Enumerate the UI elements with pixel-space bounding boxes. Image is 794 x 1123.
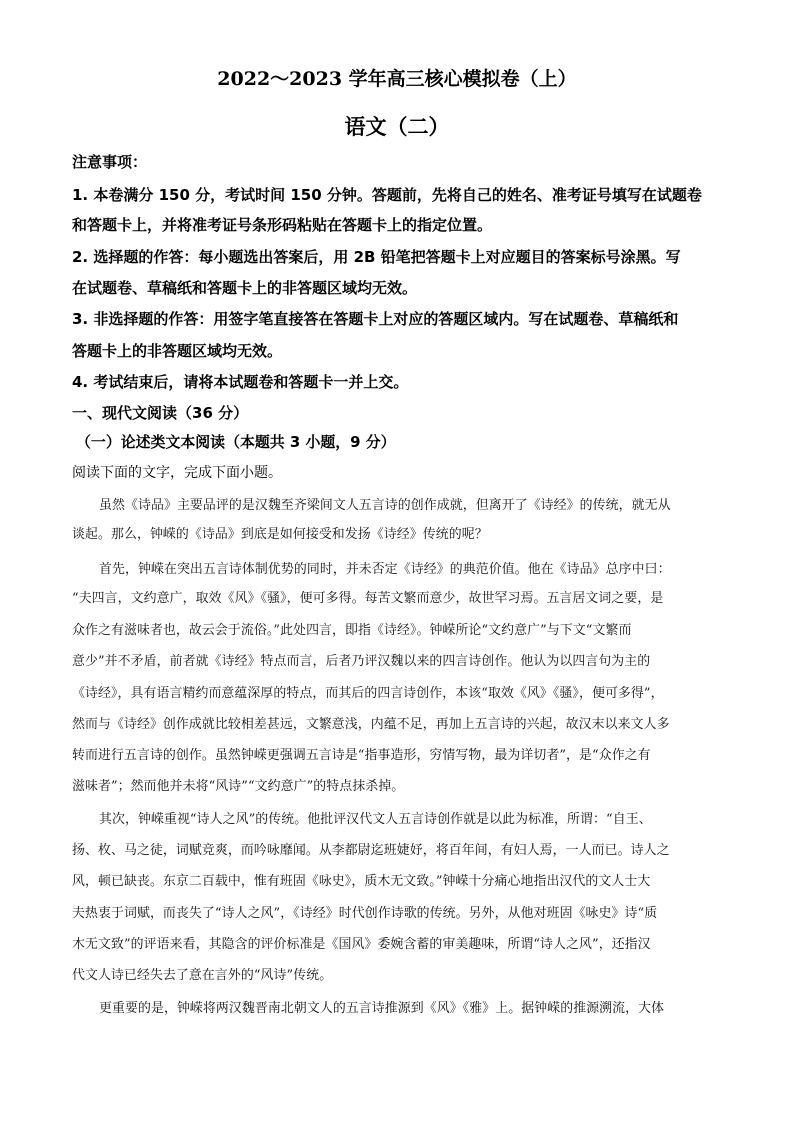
passage-line: 扬、枚、马之徒，词赋竞爽，而吟咏靡闻。从李都尉迄班婕妤，将百年间，有妇人焉，一人而已。诗人之 <box>72 843 670 858</box>
passage-line: “夫四言，文约意广，取效《风》《骚》，便可多得。每苦文繁而意少，故世罕习焉。五言居文词之要，是 <box>72 591 664 606</box>
notes-line: 在试题卷、草稿纸和答题卡上的非答题区域均无效。 <box>72 279 418 297</box>
passage-line: 风，顿已缺丧。东京二百载中，惟有班固《咏史》，质木无文致。”钟嵘十分痛心地指出汉代的文人士大 <box>72 874 651 889</box>
passage-line: 滋味者”；然而他并未将“风诗”“文约意广”的特点抹杀掉。 <box>72 779 405 794</box>
subsection-heading: （一）论述类文本阅读（本题共 3 小题，9 分） <box>76 433 396 451</box>
reading-instruction: 阅读下面的文字，完成下面小题。 <box>72 465 282 481</box>
passage-line: 夫热衷于词赋，而丧失了“诗人之风”，《诗经》时代创作诗歌的传统。另外，从他对班固《咏史》诗“质 <box>72 906 658 921</box>
passage-line: 代文人诗已经失去了意在言外的“风诗”传统。 <box>72 968 333 983</box>
notes-line: 答题卡上的非答题区域均无效。 <box>72 342 283 360</box>
passage-line: 木无文致”的评语来看，其隐含的评价标准是《国风》委婉含蓄的审美趣味，所谓“诗人之风”，还指汉 <box>72 937 651 952</box>
exam-title: 2022～2023 学年高三核心模拟卷（上） <box>217 68 577 90</box>
passage-line: 其次，钟嵘重视“诗人之风”的传统。他批评汉代文人五言诗创作就是以此为标准，所谓：“自王、 <box>99 812 652 827</box>
notes-line: 4. 考试结束后，请将本试题卷和答题卡一并上交。 <box>72 373 409 391</box>
passage-line: 虽然《诗品》主要品评的是汉魏至齐梁间文人五言诗的创作成就，但离开了《诗经》的传统，就无从 <box>99 498 671 513</box>
notes-line: 2. 选择题的作答：每小题选出答案后，用 2B 铅笔把答题卡上对应题目的答案标号涂黑。写 <box>72 248 681 266</box>
notes-line: 1. 本卷满分 150 分，考试时间 150 分钟。答题前，先将自己的姓名、准考证号填写在试题卷 <box>72 186 702 204</box>
subject-title: 语文（二） <box>344 114 450 139</box>
passage-line: 《诗经》，具有语言精约而意蕴深厚的特点，而其后的四言诗创作，本该“取效《风》《骚》，便可多得”， <box>72 686 664 701</box>
notes-line: 3. 非选择题的作答：用签字笔直接答在答题卡上对应的答题区域内。写在试题卷、草稿纸和 <box>72 310 679 328</box>
notes-line: 和答题卡上，并将准考证号条形码粘贴在答题卡上的指定位置。 <box>72 216 493 234</box>
passage-line: 众作之有滋味者也，故云会于流俗。”此处四言，即指《诗经》。钟嵘所论“文约意广”与下文“文繁而 <box>72 623 632 638</box>
section-heading: 一、现代文阅读（36 分） <box>72 404 249 422</box>
passage-line: 首先，钟嵘在突出五言诗体制优势的同时，并未否定《诗经》的典范价值。他在《诗品》总序中曰： <box>99 562 671 577</box>
passage-line: 意少”并不矛盾，前者就《诗经》特点而言，后者乃评汉魏以来的四言诗创作。他认为以四言句为主的 <box>72 654 651 669</box>
passage-line: 转而进行五言诗的创作。虽然钟嵘更强调五言诗是“指事造形，穷情写物，最为详切者”，是“众作之有 <box>72 748 651 763</box>
passage-line: 更重要的是，钟嵘将两汉魏晋南北朝文人的五言诗推源到《风》《雅》上。据钟嵘的推源溯流，大体 <box>99 1001 665 1016</box>
passage-line: 然而与《诗经》创作成就比较相差甚远，文繁意浅，内蕴不足，再加上五言诗的兴起，故汉末以来文人多 <box>72 717 670 732</box>
notes-heading: 注意事项： <box>72 153 148 171</box>
passage-line: 谈起。那么，钟嵘的《诗品》到底是如何接受和发扬《诗经》传统的呢？ <box>72 527 488 542</box>
